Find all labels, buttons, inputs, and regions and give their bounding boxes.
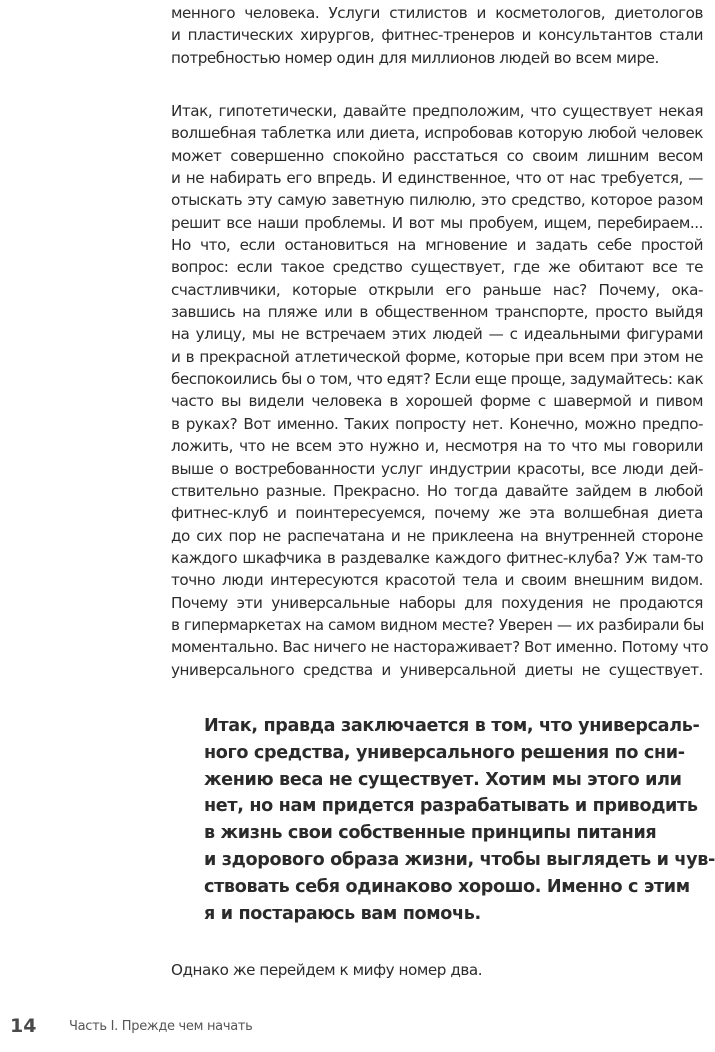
text-line: в руках? Вот именно. Таких попросту нет. Конечно, можно предпо- bbox=[171, 414, 703, 433]
text-line: Почему эти универсальные наборы для похудения не продаются bbox=[171, 593, 703, 612]
text-line: и в прекрасной атлетической форме, которые при всем при этом не bbox=[171, 347, 703, 366]
quote-line: я и постараюсь вам помочь. bbox=[204, 903, 481, 924]
text-line: и пластических хирургов, фитнес-тренеров и консультантов стали bbox=[171, 26, 703, 45]
page-footer bbox=[0, 1013, 715, 1041]
text-line: фитнес-клуб и поинтересуемся, почему же эта волшебная диета bbox=[171, 504, 703, 523]
page-number: 14 bbox=[10, 1015, 37, 1037]
text-line: беспокоились бы о том, что едят? Если еще проще, задумайтесь: как bbox=[171, 370, 704, 389]
quote-line: и здорового образа жизни, чтобы выглядеть и чув- bbox=[204, 849, 715, 870]
quote-line: Итак, правда заключается в том, что универсаль- bbox=[204, 716, 700, 736]
text-line: Итак, гипотетически, давайте предположим, что существует некая bbox=[171, 102, 703, 120]
text-line: отыскать эту самую заветную пилюлю, это средство, которое разом bbox=[171, 191, 703, 210]
text-line: решит все наши проблемы. И вот мы пробуем, ищем, перебираем... bbox=[171, 213, 703, 232]
text-line: потребностью номер один для миллионов людей во всем мире. bbox=[171, 48, 659, 67]
running-title: Часть I. Прежде чем начать bbox=[69, 1019, 253, 1034]
text-line: волшебная таблетка или диета, испробовав которую любой человек bbox=[171, 124, 703, 143]
text-line: Но что, если остановиться на мгновение и задать себе простой bbox=[171, 236, 703, 255]
text-line: ложить, что не всем это нужно и, несмотря на то что мы говорили bbox=[171, 437, 703, 456]
text-line: универсального средства и универсальной диеты не существует. bbox=[171, 660, 703, 679]
paragraph-1 bbox=[171, 2, 703, 69]
pull-quote bbox=[204, 713, 715, 927]
quote-line: ного средства, универсального решения по сни- bbox=[204, 742, 685, 763]
quote-line: ствовать себя одинаково хорошо. Именно с этим bbox=[204, 876, 690, 897]
text-line: и не набирать его впредь. И единственное, что от нас требуется, — bbox=[171, 169, 703, 188]
text-line: выше о востребованности услуг индустрии красоты, все люди дей- bbox=[171, 459, 703, 478]
text-line: часто вы видели человека в хорошей форме с шавермой и пивом bbox=[171, 392, 703, 411]
text-line: завшись на пляже или в общественном транспорте, просто выйдя bbox=[171, 303, 703, 322]
text-line: точно люди интересуются красотой тела и своим внешним видом. bbox=[171, 571, 703, 590]
quote-line: нет, но нам придется разрабатывать и приводить bbox=[204, 796, 698, 817]
text-line: ствительно разные. Прекрасно. Но тогда давайте зайдем в любой bbox=[171, 481, 703, 500]
text-line: на улицу, мы не встречаем этих людей — с идеальными фигурами bbox=[171, 325, 703, 344]
text-line: счастливчики, которые открыли его раньше нас? Почему, ока- bbox=[171, 280, 703, 299]
text-line: моментально. Вас ничего не настораживает? Вот именно. Потому что bbox=[171, 638, 709, 657]
paragraph-2 bbox=[171, 100, 709, 681]
paragraph-3: Однако же перейдем к мифу номер два. bbox=[171, 961, 483, 979]
text-line: может совершенно спокойно расстаться со своим лишним весом bbox=[171, 146, 703, 165]
text-line: вопрос: если такое средство существует, где же обитают все те bbox=[171, 258, 703, 277]
quote-line: жению веса не существует. Хотим мы этого или bbox=[204, 769, 682, 790]
text-line: до сих пор не распечатана и не приклеена на внутренней стороне bbox=[171, 526, 703, 545]
text-line: в гипермаркетах на самом видном месте? Уверен — их разбирали бы bbox=[171, 615, 704, 634]
text-line: менного человека. Услуги стилистов и косметологов, диетологов bbox=[171, 4, 703, 22]
text-line: каждого шкафчика в раздевалке каждого фитнес-клуба? Уж там-то bbox=[171, 548, 703, 567]
quote-line: в жизнь свои собственные принципы питания bbox=[204, 823, 657, 844]
